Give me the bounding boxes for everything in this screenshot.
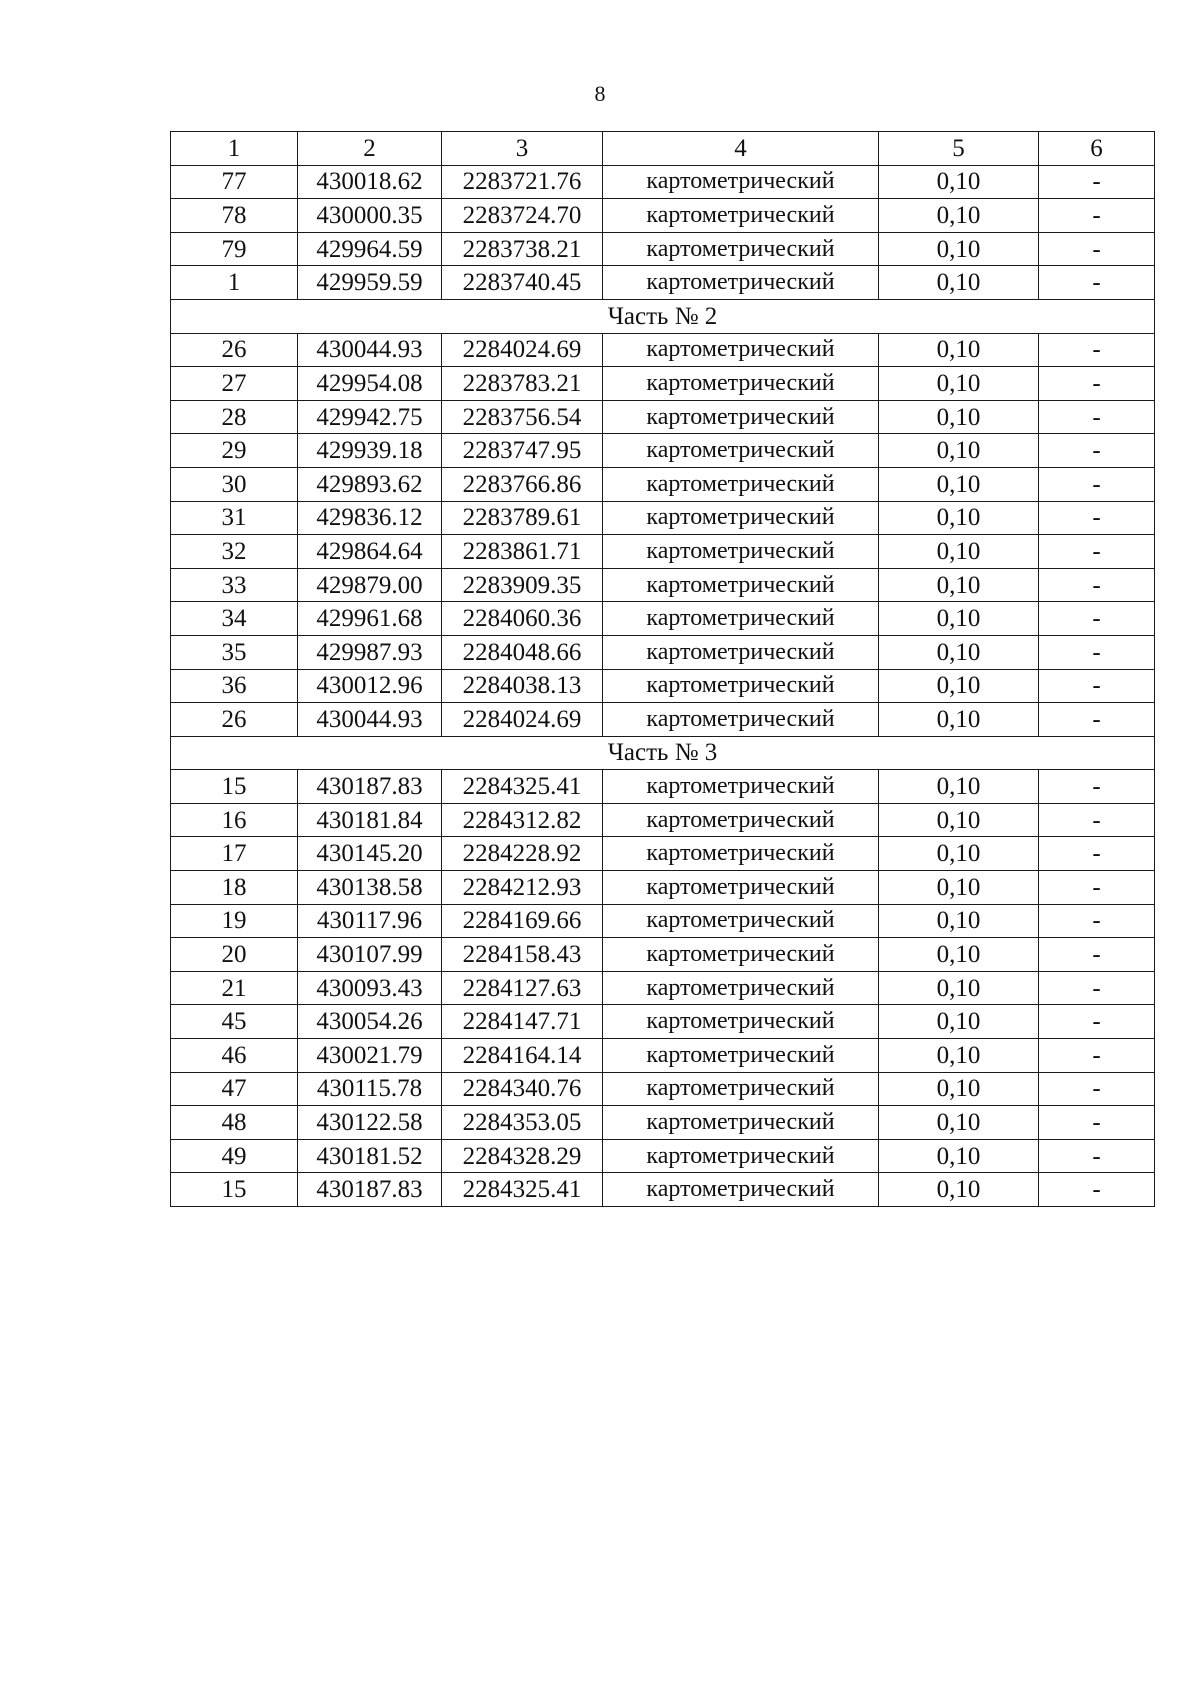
method-cell: картометрический	[603, 467, 879, 501]
y-coordinate-cell: 2283756.54	[442, 400, 603, 434]
point-number-cell: 29	[171, 434, 298, 468]
y-coordinate-cell: 2284328.29	[442, 1139, 603, 1173]
accuracy-cell: 0,10	[879, 602, 1039, 636]
table-row	[171, 1005, 1155, 1039]
y-coordinate-cell: 2284164.14	[442, 1039, 603, 1073]
x-coordinate-cell: 430145.20	[298, 837, 442, 871]
y-coordinate-cell: 2284312.82	[442, 803, 603, 837]
method-cell: картометрический	[603, 1173, 879, 1207]
x-coordinate-cell: 430181.84	[298, 803, 442, 837]
y-coordinate-cell: 2284024.69	[442, 703, 603, 737]
x-coordinate-cell: 430122.58	[298, 1106, 442, 1140]
column-header: 1	[171, 132, 298, 166]
accuracy-cell: 0,10	[879, 770, 1039, 804]
table-row	[171, 199, 1155, 233]
description-cell: -	[1039, 1005, 1155, 1039]
x-coordinate-cell: 430012.96	[298, 669, 442, 703]
accuracy-cell: 0,10	[879, 568, 1039, 602]
method-cell: картометрический	[603, 635, 879, 669]
point-number-cell: 30	[171, 467, 298, 501]
description-cell: -	[1039, 1106, 1155, 1140]
y-coordinate-cell: 2284169.66	[442, 904, 603, 938]
table-row	[171, 333, 1155, 367]
point-number-cell: 15	[171, 1173, 298, 1207]
description-cell: -	[1039, 703, 1155, 737]
method-cell: картометрический	[603, 1072, 879, 1106]
x-coordinate-cell: 429987.93	[298, 635, 442, 669]
accuracy-cell: 0,10	[879, 1039, 1039, 1073]
description-cell: -	[1039, 199, 1155, 233]
y-coordinate-cell: 2284048.66	[442, 635, 603, 669]
accuracy-cell: 0,10	[879, 400, 1039, 434]
y-coordinate-cell: 2283740.45	[442, 266, 603, 300]
y-coordinate-cell: 2284060.36	[442, 602, 603, 636]
point-number-cell: 15	[171, 770, 298, 804]
description-cell: -	[1039, 1173, 1155, 1207]
accuracy-cell: 0,10	[879, 165, 1039, 199]
point-number-cell: 26	[171, 333, 298, 367]
y-coordinate-cell: 2284158.43	[442, 938, 603, 972]
y-coordinate-cell: 2283721.76	[442, 165, 603, 199]
accuracy-cell: 0,10	[879, 1072, 1039, 1106]
point-number-cell: 46	[171, 1039, 298, 1073]
point-number-cell: 35	[171, 635, 298, 669]
description-cell: -	[1039, 669, 1155, 703]
accuracy-cell: 0,10	[879, 467, 1039, 501]
accuracy-cell: 0,10	[879, 938, 1039, 972]
description-cell: -	[1039, 871, 1155, 905]
section-title: Часть № 3	[171, 736, 1155, 770]
y-coordinate-cell: 2283738.21	[442, 232, 603, 266]
table-row	[171, 938, 1155, 972]
table-row	[171, 165, 1155, 199]
method-cell: картометрический	[603, 199, 879, 233]
accuracy-cell: 0,10	[879, 199, 1039, 233]
y-coordinate-cell: 2284353.05	[442, 1106, 603, 1140]
method-cell: картометрический	[603, 333, 879, 367]
method-cell: картометрический	[603, 971, 879, 1005]
method-cell: картометрический	[603, 703, 879, 737]
y-coordinate-cell: 2283724.70	[442, 199, 603, 233]
y-coordinate-cell: 2284147.71	[442, 1005, 603, 1039]
accuracy-cell: 0,10	[879, 434, 1039, 468]
point-number-cell: 16	[171, 803, 298, 837]
x-coordinate-cell: 430187.83	[298, 1173, 442, 1207]
point-number-cell: 32	[171, 535, 298, 569]
table-row	[171, 803, 1155, 837]
x-coordinate-cell: 429942.75	[298, 400, 442, 434]
y-coordinate-cell: 2284127.63	[442, 971, 603, 1005]
x-coordinate-cell: 430044.93	[298, 333, 442, 367]
description-cell: -	[1039, 367, 1155, 401]
point-number-cell: 78	[171, 199, 298, 233]
x-coordinate-cell: 429879.00	[298, 568, 442, 602]
point-number-cell: 33	[171, 568, 298, 602]
table-row	[171, 1139, 1155, 1173]
table-row	[171, 971, 1155, 1005]
description-cell: -	[1039, 535, 1155, 569]
description-cell: -	[1039, 1039, 1155, 1073]
column-header: 3	[442, 132, 603, 166]
accuracy-cell: 0,10	[879, 871, 1039, 905]
coordinates-table-body	[171, 132, 1155, 1207]
x-coordinate-cell: 430093.43	[298, 971, 442, 1005]
method-cell: картометрический	[603, 803, 879, 837]
method-cell: картометрический	[603, 568, 879, 602]
x-coordinate-cell: 429961.68	[298, 602, 442, 636]
column-header: 6	[1039, 132, 1155, 166]
method-cell: картометрический	[603, 400, 879, 434]
method-cell: картометрический	[603, 1139, 879, 1173]
description-cell: -	[1039, 400, 1155, 434]
description-cell: -	[1039, 635, 1155, 669]
page-number: 8	[594, 81, 606, 106]
point-number-cell: 49	[171, 1139, 298, 1173]
method-cell: картометрический	[603, 165, 879, 199]
method-cell: картометрический	[603, 871, 879, 905]
description-cell: -	[1039, 165, 1155, 199]
method-cell: картометрический	[603, 434, 879, 468]
method-cell: картометрический	[603, 1106, 879, 1140]
y-coordinate-cell: 2284340.76	[442, 1072, 603, 1106]
method-cell: картометрический	[603, 602, 879, 636]
method-cell: картометрический	[603, 1039, 879, 1073]
accuracy-cell: 0,10	[879, 803, 1039, 837]
y-coordinate-cell: 2283766.86	[442, 467, 603, 501]
point-number-cell: 27	[171, 367, 298, 401]
method-cell: картометрический	[603, 232, 879, 266]
accuracy-cell: 0,10	[879, 669, 1039, 703]
table-row	[171, 635, 1155, 669]
description-cell: -	[1039, 467, 1155, 501]
accuracy-cell: 0,10	[879, 1173, 1039, 1207]
accuracy-cell: 0,10	[879, 535, 1039, 569]
x-coordinate-cell: 429893.62	[298, 467, 442, 501]
description-cell: -	[1039, 971, 1155, 1005]
point-number-cell: 34	[171, 602, 298, 636]
y-coordinate-cell: 2284325.41	[442, 770, 603, 804]
accuracy-cell: 0,10	[879, 1139, 1039, 1173]
y-coordinate-cell: 2283789.61	[442, 501, 603, 535]
description-cell: -	[1039, 434, 1155, 468]
method-cell: картометрический	[603, 669, 879, 703]
x-coordinate-cell: 429959.59	[298, 266, 442, 300]
point-number-cell: 26	[171, 703, 298, 737]
y-coordinate-cell: 2283909.35	[442, 568, 603, 602]
description-cell: -	[1039, 803, 1155, 837]
point-number-cell: 36	[171, 669, 298, 703]
table-row	[171, 1106, 1155, 1140]
point-number-cell: 1	[171, 266, 298, 300]
x-coordinate-cell: 430021.79	[298, 1039, 442, 1073]
coordinates-table	[170, 131, 1155, 1207]
method-cell: картометрический	[603, 770, 879, 804]
method-cell: картометрический	[603, 501, 879, 535]
table-row	[171, 266, 1155, 300]
point-number-cell: 17	[171, 837, 298, 871]
method-cell: картометрический	[603, 904, 879, 938]
y-coordinate-cell: 2283747.95	[442, 434, 603, 468]
description-cell: -	[1039, 770, 1155, 804]
table-row	[171, 1173, 1155, 1207]
accuracy-cell: 0,10	[879, 1005, 1039, 1039]
x-coordinate-cell: 430115.78	[298, 1072, 442, 1106]
x-coordinate-cell: 429939.18	[298, 434, 442, 468]
accuracy-cell: 0,10	[879, 367, 1039, 401]
accuracy-cell: 0,10	[879, 971, 1039, 1005]
accuracy-cell: 0,10	[879, 1106, 1039, 1140]
method-cell: картометрический	[603, 938, 879, 972]
description-cell: -	[1039, 501, 1155, 535]
description-cell: -	[1039, 904, 1155, 938]
column-header: 5	[879, 132, 1039, 166]
column-header: 4	[603, 132, 879, 166]
description-cell: -	[1039, 232, 1155, 266]
point-number-cell: 77	[171, 165, 298, 199]
accuracy-cell: 0,10	[879, 266, 1039, 300]
x-coordinate-cell: 430181.52	[298, 1139, 442, 1173]
table-row	[171, 535, 1155, 569]
accuracy-cell: 0,10	[879, 232, 1039, 266]
x-coordinate-cell: 430138.58	[298, 871, 442, 905]
point-number-cell: 79	[171, 232, 298, 266]
point-number-cell: 28	[171, 400, 298, 434]
method-cell: картометрический	[603, 266, 879, 300]
x-coordinate-cell: 430018.62	[298, 165, 442, 199]
table-row	[171, 467, 1155, 501]
table-row	[171, 669, 1155, 703]
table-row	[171, 1039, 1155, 1073]
column-header: 2	[298, 132, 442, 166]
accuracy-cell: 0,10	[879, 501, 1039, 535]
accuracy-cell: 0,10	[879, 904, 1039, 938]
y-coordinate-cell: 2284325.41	[442, 1173, 603, 1207]
table-header-row	[171, 132, 1155, 166]
description-cell: -	[1039, 333, 1155, 367]
y-coordinate-cell: 2284024.69	[442, 333, 603, 367]
description-cell: -	[1039, 1139, 1155, 1173]
table-row	[171, 367, 1155, 401]
x-coordinate-cell: 429864.64	[298, 535, 442, 569]
table-row	[171, 232, 1155, 266]
description-cell: -	[1039, 1072, 1155, 1106]
x-coordinate-cell: 430044.93	[298, 703, 442, 737]
x-coordinate-cell: 430187.83	[298, 770, 442, 804]
table-row	[171, 871, 1155, 905]
description-cell: -	[1039, 837, 1155, 871]
point-number-cell: 45	[171, 1005, 298, 1039]
table-row	[171, 568, 1155, 602]
x-coordinate-cell: 430107.99	[298, 938, 442, 972]
section-title-row	[171, 299, 1155, 333]
table-row	[171, 703, 1155, 737]
table-row	[171, 400, 1155, 434]
y-coordinate-cell: 2283861.71	[442, 535, 603, 569]
method-cell: картометрический	[603, 837, 879, 871]
point-number-cell: 19	[171, 904, 298, 938]
table-row	[171, 837, 1155, 871]
description-cell: -	[1039, 938, 1155, 972]
point-number-cell: 20	[171, 938, 298, 972]
point-number-cell: 18	[171, 871, 298, 905]
x-coordinate-cell: 429954.08	[298, 367, 442, 401]
table-row	[171, 434, 1155, 468]
accuracy-cell: 0,10	[879, 333, 1039, 367]
method-cell: картометрический	[603, 1005, 879, 1039]
point-number-cell: 47	[171, 1072, 298, 1106]
accuracy-cell: 0,10	[879, 837, 1039, 871]
table-row	[171, 602, 1155, 636]
description-cell: -	[1039, 568, 1155, 602]
point-number-cell: 21	[171, 971, 298, 1005]
x-coordinate-cell: 430054.26	[298, 1005, 442, 1039]
point-number-cell: 48	[171, 1106, 298, 1140]
x-coordinate-cell: 429964.59	[298, 232, 442, 266]
y-coordinate-cell: 2283783.21	[442, 367, 603, 401]
method-cell: картометрический	[603, 535, 879, 569]
table-row	[171, 904, 1155, 938]
table-row	[171, 770, 1155, 804]
y-coordinate-cell: 2284038.13	[442, 669, 603, 703]
y-coordinate-cell: 2284212.93	[442, 871, 603, 905]
accuracy-cell: 0,10	[879, 635, 1039, 669]
description-cell: -	[1039, 266, 1155, 300]
x-coordinate-cell: 429836.12	[298, 501, 442, 535]
method-cell: картометрический	[603, 367, 879, 401]
section-title-row	[171, 736, 1155, 770]
y-coordinate-cell: 2284228.92	[442, 837, 603, 871]
table-row	[171, 501, 1155, 535]
description-cell: -	[1039, 602, 1155, 636]
x-coordinate-cell: 430000.35	[298, 199, 442, 233]
point-number-cell: 31	[171, 501, 298, 535]
section-title: Часть № 2	[171, 299, 1155, 333]
x-coordinate-cell: 430117.96	[298, 904, 442, 938]
accuracy-cell: 0,10	[879, 703, 1039, 737]
table-row	[171, 1072, 1155, 1106]
